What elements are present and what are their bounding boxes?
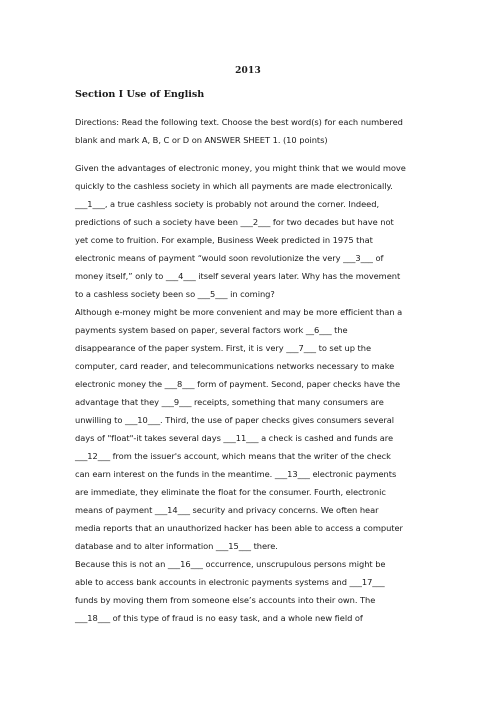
text-line: quickly to the cashless society in which all payments are made electronically. xyxy=(75,181,393,191)
text-line: payments system based on paper, several factors work __6___ the xyxy=(75,325,348,335)
text-line: unwilling to ___10___. Third, the use of paper checks gives consumers several xyxy=(75,415,395,425)
text-line: means of payment ___14___ security and privacy concerns. We often hear xyxy=(75,505,379,515)
text-line: can earn interest on the funds in the meantime. ___13___ electronic payments xyxy=(75,469,397,479)
text-line: Directions: Read the following text. Choose the best word(s) for each numbered xyxy=(75,117,403,127)
text-line: advantage that they ___9___ receipts, something that many consumers are xyxy=(75,397,384,407)
text-line: predictions of such a society have been ___2___ for two decades but have not xyxy=(75,217,394,227)
paragraph xyxy=(75,303,427,555)
paragraph xyxy=(75,555,427,627)
exam-year-heading: 2013 xyxy=(235,66,261,76)
text-line: electronic means of payment “would soon revolutionize the very ___3___ of xyxy=(75,253,384,263)
text-line: disappearance of the paper system. First, it is very ___7___ to set up the xyxy=(75,343,372,353)
text-line: computer, card reader, and telecommunications networks necessary to make xyxy=(75,361,395,371)
text-line: Although e-money might be more convenient and may be more efficient than a xyxy=(75,307,403,317)
text-line: money itself,” only to ___4___ itself several years later. Why has the movement xyxy=(75,271,401,281)
text-line: ___12___ from the issuer's account, which means that the writer of the check xyxy=(75,451,391,461)
passage xyxy=(75,159,427,627)
text-line: are immediate, they eliminate the float for the consumer. Fourth, electronic xyxy=(75,487,386,497)
text-line: ___18___ of this type of fraud is no easy task, and a whole new field of xyxy=(75,613,363,623)
text-line: able to access bank accounts in electronic payments systems and ___17___ xyxy=(75,577,385,587)
text-line: Given the advantages of electronic money, you might think that we would move xyxy=(75,163,406,173)
text-line: database and to alter information ___15___ there. xyxy=(75,541,278,551)
text-line: days of "float"-it takes several days ___11___ a check is cashed and funds are xyxy=(75,433,393,443)
text-line: blank and mark A, B, C or D on ANSWER SHEET 1. (10 points) xyxy=(75,135,328,145)
text-line: to a cashless society been so ___5___ in coming? xyxy=(75,289,275,299)
directions-text xyxy=(75,113,427,149)
paragraph xyxy=(75,159,427,303)
text-line: media reports that an unauthorized hacker has been able to access a computer xyxy=(75,523,403,533)
text-line: Because this is not an ___16___ occurrence, unscrupulous persons might be xyxy=(75,559,386,569)
text-line: ___1___, a true cashless society is probably not around the corner. Indeed, xyxy=(75,199,380,209)
section-title: Section I Use of English xyxy=(75,89,205,100)
text-line: funds by moving them from someone else’s accounts into their own. The xyxy=(75,595,376,605)
text-line: electronic money the ___8___ form of payment. Second, paper checks have the xyxy=(75,379,401,389)
text-line: yet come to fruition. For example, Business Week predicted in 1975 that xyxy=(75,235,373,245)
